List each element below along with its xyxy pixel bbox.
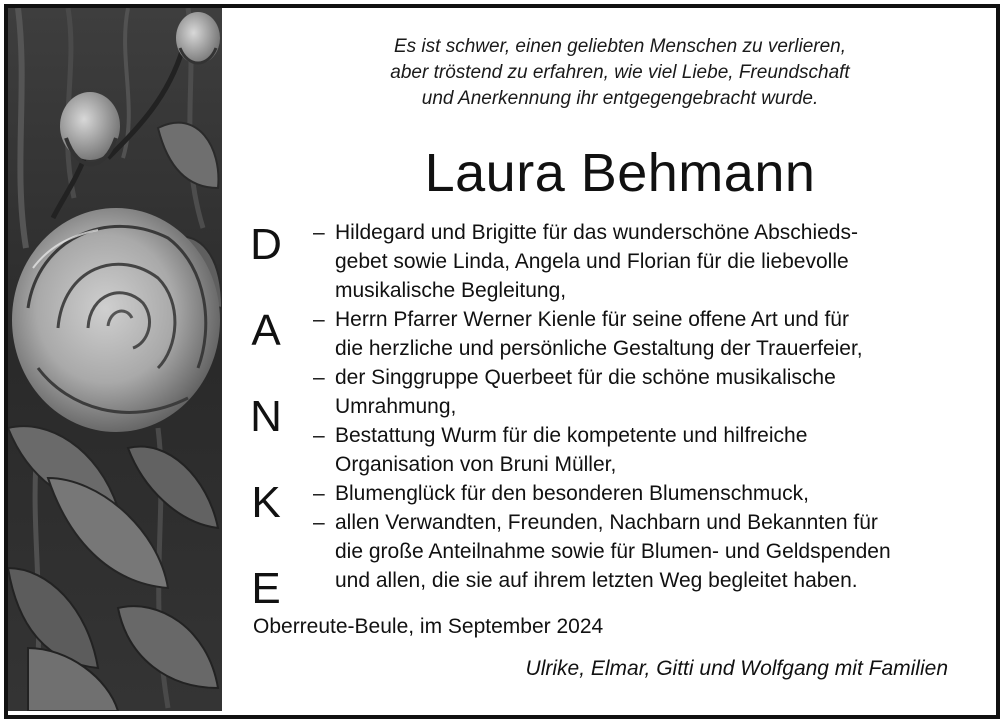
danke-letter: D [250, 220, 282, 269]
dash-bullet: – [313, 424, 325, 447]
item-line: Bestattung Wurm für die kompetente und hilfreiche [335, 424, 808, 447]
dash-bullet: – [313, 511, 325, 534]
dash-bullet: – [313, 308, 325, 331]
item-line: die herzliche und persönliche Gestaltung der Trauerfeier, [335, 337, 863, 360]
item-line: Umrahmung, [335, 395, 457, 418]
danke-letter: E [251, 564, 281, 613]
item-line: musikalische Begleitung, [335, 279, 567, 302]
list-item [313, 479, 963, 508]
danke-letter: A [251, 306, 281, 355]
signature: Ulrike, Elmar, Gitti und Wolfgang mit Familien [525, 657, 948, 680]
dash-bullet: – [313, 221, 325, 244]
list-item [313, 363, 963, 421]
thanks-list [313, 218, 963, 595]
rose-photo [8, 8, 222, 711]
list-item [313, 508, 963, 595]
item-line: und allen, die sie auf ihrem letzten Weg begleitet haben. [335, 569, 858, 592]
deceased-name: Laura Behmann [424, 143, 816, 203]
danke-letter: N [250, 392, 282, 441]
danke-letter: K [251, 478, 281, 527]
item-line: allen Verwandten, Freunden, Nachbarn und Bekannten für [335, 511, 878, 534]
dash-bullet: – [313, 366, 325, 389]
item-line: der Singgruppe Querbeet für die schöne musikalische [335, 366, 836, 389]
quote-line: und Anerkennung ihr entgegengebracht wurde. [421, 88, 819, 109]
place-date: Oberreute-Beule, im September 2024 [253, 615, 604, 638]
item-line: Hildegard und Brigitte für das wunderschöne Abschieds- [335, 221, 858, 244]
item-line: Organisation von Bruni Müller, [335, 453, 617, 476]
list-item [313, 421, 963, 479]
list-item [313, 218, 963, 305]
quote-line: aber tröstend zu erfahren, wie viel Liebe, Freundschaft [390, 62, 850, 83]
item-line: die große Anteilnahme sowie für Blumen- und Geldspenden [335, 540, 891, 563]
item-line: Herrn Pfarrer Werner Kienle für seine offene Art und für [335, 308, 849, 331]
quote-line: Es ist schwer, einen geliebten Menschen zu verlieren, [393, 36, 847, 57]
list-item [313, 305, 963, 363]
memorial-quote [300, 34, 940, 112]
danke-vertical [246, 215, 286, 645]
item-line: gebet sowie Linda, Angela und Florian für die liebevolle [335, 250, 849, 273]
dash-bullet: – [313, 482, 325, 505]
item-line: Blumenglück für den besonderen Blumenschmuck, [335, 482, 809, 505]
